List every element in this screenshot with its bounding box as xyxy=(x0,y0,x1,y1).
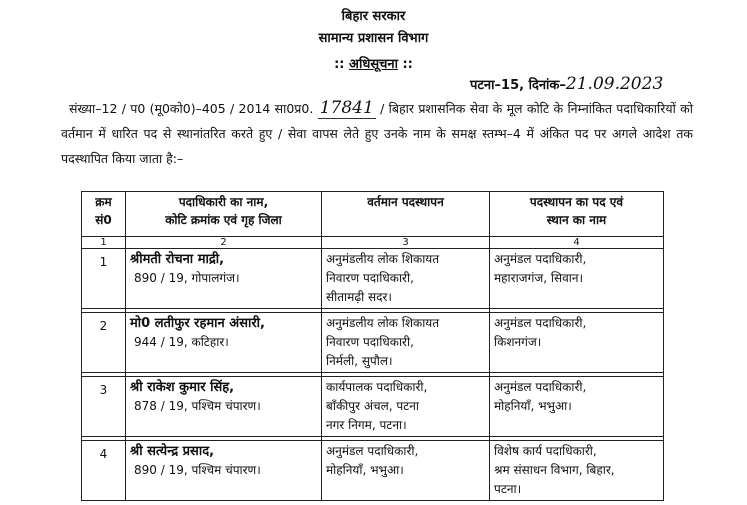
officer-cadre-and-district: 878 / 19, पश्चिम चंपारण। xyxy=(134,399,261,413)
new-posting-cell xyxy=(490,377,664,437)
row-serial-number: 4 xyxy=(82,441,126,501)
current-posting-line: निवारण पदाधिकारी, xyxy=(326,271,414,285)
current-posting-cell xyxy=(322,377,490,437)
govt-title: बिहार सरकार xyxy=(341,9,406,24)
new-posting-line: श्रम संसाधन विभाग, बिहार, xyxy=(494,463,615,477)
current-posting-line: अनुमंडलीय लोक शिकायत xyxy=(326,252,440,266)
officer-name: श्रीमती रोचना माद्री, xyxy=(130,252,225,267)
current-posting-cell xyxy=(322,249,490,309)
row-serial-number: 3 xyxy=(82,377,126,437)
table-body xyxy=(82,249,664,501)
table-row xyxy=(82,249,664,309)
current-posting-line: अनुमंडल पदाधिकारी, xyxy=(326,444,419,458)
dateline xyxy=(470,74,663,94)
order-ref-prefix: संख्या–12 / प0 (मू0को0)–405 / 2014 सा0प्र0. xyxy=(69,101,314,116)
current-posting-line: अनुमंडलीय लोक शिकायत xyxy=(326,316,440,330)
new-posting-line: अनुमंडल पदाधिकारी, xyxy=(494,252,587,266)
officer-cadre-and-district: 890 / 19, गोपालगंज। xyxy=(134,271,240,285)
officer-cadre-and-district: 944 / 19, कटिहार। xyxy=(134,335,229,349)
officer-cadre-and-district: 890 / 19, पश्चिम चंपारण। xyxy=(134,463,261,477)
table-row xyxy=(82,313,664,373)
current-posting-line: मोहनियाँ, भभुआ। xyxy=(326,463,404,477)
current-posting-line: निवारण पदाधिकारी, xyxy=(326,335,414,349)
col-number: 2 xyxy=(126,237,322,249)
order-body: / बिहार प्रशासनिक सेवा के मूल कोटि के निम्नांकित पदाधिकारियों को वर्तमान में धारित पद से स्थानांतरित करते हुए / सेवा वापस लेते हुए उनके नाम के समक्ष स्तम्भ–4 में अंकित पद पर अगले आदेश तक पदस्थापित किया जाता है:– xyxy=(61,101,694,166)
notice-title: अधिसूचना xyxy=(349,57,398,72)
column-number-row xyxy=(82,237,664,249)
new-posting-line: अनुमंडल पदाधिकारी, xyxy=(494,380,587,394)
order-paragraph xyxy=(61,96,693,171)
col-number: 3 xyxy=(322,237,490,249)
department-title: सामान्य प्रशासन विभाग xyxy=(318,31,429,46)
order-ref-number: 17841 xyxy=(319,98,374,118)
notice-prefix: :: xyxy=(334,57,345,72)
current-posting-line: बाँकीपुर अंचल, पटना xyxy=(326,399,420,413)
table-row xyxy=(82,377,664,437)
new-posting-cell xyxy=(490,313,664,373)
table-header-row xyxy=(82,192,664,237)
officer-name: मो0 लतीफुर रहमान अंसारी, xyxy=(130,316,265,331)
current-posting-line: कार्यपालक पदाधिकारी, xyxy=(326,380,428,394)
new-posting-line: पटना। xyxy=(494,482,522,496)
current-posting-line: सीतामढ़ी सदर। xyxy=(326,290,392,304)
new-posting-line: विशेष कार्य पदाधिकारी, xyxy=(494,444,597,458)
row-serial-number: 1 xyxy=(82,249,126,309)
officer-name: श्री राकेश कुमार सिंह, xyxy=(130,380,235,395)
new-posting-cell xyxy=(490,249,664,309)
new-posting-line: अनुमंडल पदाधिकारी, xyxy=(494,316,587,330)
officer-cell xyxy=(126,377,322,437)
new-posting-cell xyxy=(490,441,664,501)
current-posting-line: नगर निगम, पटना। xyxy=(326,418,407,432)
new-posting-line: किशनगंज। xyxy=(494,335,542,349)
row-serial-number: 2 xyxy=(82,313,126,373)
header-new-posting: पदस्थापन का पद एवं स्थान का नाम xyxy=(490,192,664,237)
notice-heading xyxy=(0,54,747,72)
current-posting-cell xyxy=(322,441,490,501)
col-number: 4 xyxy=(490,237,664,249)
table-row xyxy=(82,441,664,501)
transfer-table xyxy=(81,191,664,501)
header-sno: क्रम सं0 xyxy=(82,192,126,237)
new-posting-line: मोहनियाँ, भभुआ। xyxy=(494,399,572,413)
col-number: 1 xyxy=(82,237,126,249)
officer-cell xyxy=(126,313,322,373)
new-posting-line: महाराजगंज, सिवान। xyxy=(494,271,584,285)
current-posting-cell xyxy=(322,313,490,373)
dateline-place: पटना–15, दिनांक– xyxy=(470,78,566,93)
officer-name: श्री सत्येन्द्र प्रसाद, xyxy=(130,444,215,459)
notice-suffix: :: xyxy=(402,57,413,72)
header-name: पदाधिकारी का नाम, कोटि क्रमांक एवं गृह जिला xyxy=(126,192,322,237)
dateline-date: 21.09.2023 xyxy=(565,74,664,94)
header-current-posting: वर्तमान पदस्थापन xyxy=(322,192,490,237)
current-posting-line: निर्मली, सुपौल। xyxy=(326,354,393,368)
officer-cell xyxy=(126,441,322,501)
officer-cell xyxy=(126,249,322,309)
